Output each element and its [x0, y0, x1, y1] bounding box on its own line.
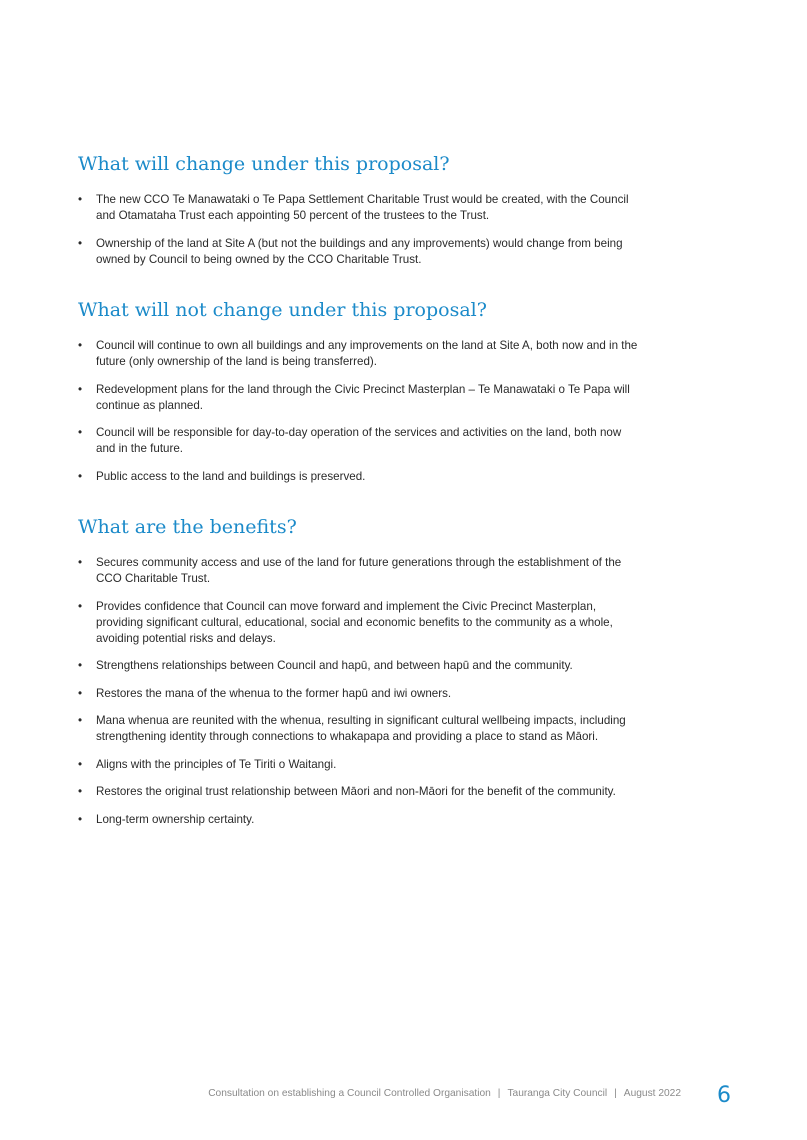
list-item	[78, 555, 638, 587]
bullet-icon: •	[78, 556, 83, 569]
bullet-icon: •	[78, 382, 83, 396]
list-item-text: Restores the original trust relationship between Māori and non-Māori for the benefit of the community.	[96, 785, 616, 798]
bullet-icon: •	[78, 757, 83, 771]
bullet-icon: •	[78, 659, 83, 672]
list-item	[78, 425, 638, 457]
list-item-text: Council will continue to own all buildings and any improvements on the land at Site A, both now and in the future (only ownership of the land is being transferred).	[96, 339, 638, 368]
list-item-text: Provides confidence that Council can move forward and implement the Civic Precinct Masterplan, providing significant cultural, educational, social and economic benefits to the community as a whole, avoiding potential risks and delays.	[96, 599, 613, 645]
section-benefits	[78, 515, 638, 839]
list-item	[78, 812, 638, 828]
section-heading: What are the benefits?	[78, 516, 297, 538]
bullet-list	[78, 338, 638, 485]
footer-doc-title: Consultation on establishing a Council Controlled Organisation	[208, 1088, 491, 1099]
list-item	[78, 713, 638, 745]
list-item	[78, 784, 638, 800]
list-item-text: Mana whenua are reunited with the whenua, resulting in significant cultural wellbeing impacts, including strengthening identity through connections to whakapapa and providing a place to stand as Māori.	[96, 714, 626, 743]
footer-organisation: Tauranga City Council	[507, 1088, 608, 1099]
list-item	[78, 192, 638, 224]
bullet-icon: •	[78, 339, 83, 352]
section-what-will-change	[78, 152, 638, 279]
list-item-text: The new CCO Te Manawataki o Te Papa Settlement Charitable Trust would be created, with the Council and Otamataha Trust each appointing 50 percent of the trustees to the Trust.	[96, 193, 629, 222]
page-number: 6	[717, 1083, 731, 1108]
bullet-icon: •	[78, 193, 83, 206]
bullet-icon: •	[78, 785, 83, 798]
list-item	[78, 338, 638, 370]
list-item-text: Strengthens relationships between Council and hapū, and between hapū and the community.	[96, 659, 573, 672]
list-item-text: Public access to the land and buildings is preserved.	[96, 469, 366, 483]
section-heading: What will change under this proposal?	[78, 153, 450, 175]
bullet-icon: •	[78, 812, 83, 826]
footer-date: August 2022	[623, 1088, 681, 1099]
list-item-text: Redevelopment plans for the land through the Civic Precinct Masterplan – Te Manawataki o Te Papa will continue as planned.	[96, 382, 630, 412]
list-item	[78, 469, 638, 485]
page-footer	[0, 1088, 681, 1099]
bullet-list	[78, 192, 638, 268]
bullet-icon: •	[78, 599, 83, 613]
footer-separator: |	[497, 1088, 501, 1099]
list-item-text: Aligns with the principles of Te Tiriti o Waitangi.	[96, 757, 337, 771]
bullet-icon: •	[78, 714, 83, 727]
bullet-icon: •	[78, 426, 83, 439]
bullet-icon: •	[78, 469, 83, 483]
bullet-list	[78, 555, 638, 828]
list-item	[78, 658, 638, 674]
bullet-icon: •	[78, 236, 83, 250]
list-item-text: Long-term ownership certainty.	[96, 812, 255, 826]
list-item-text: Ownership of the land at Site A (but not the buildings and any improvements) would change from being owned by Council to being owned by the CCO Charitable Trust.	[96, 236, 623, 266]
list-item-text: Council will be responsible for day-to-day operation of the services and activities on the land, both now and in the future.	[96, 426, 622, 455]
list-item-text: Restores the mana of the whenua to the former hapū and iwi owners.	[96, 686, 452, 700]
section-heading: What will not change under this proposal?	[78, 299, 487, 321]
list-item	[78, 599, 638, 647]
section-what-will-not-change	[78, 298, 638, 496]
list-item	[78, 757, 638, 773]
bullet-icon: •	[78, 686, 83, 700]
list-item	[78, 686, 638, 702]
footer-separator: |	[614, 1088, 617, 1099]
list-item	[78, 382, 638, 414]
list-item-text: Secures community access and use of the land for future generations through the establishment of the CCO Charitable Trust.	[96, 556, 622, 585]
list-item	[78, 236, 638, 268]
